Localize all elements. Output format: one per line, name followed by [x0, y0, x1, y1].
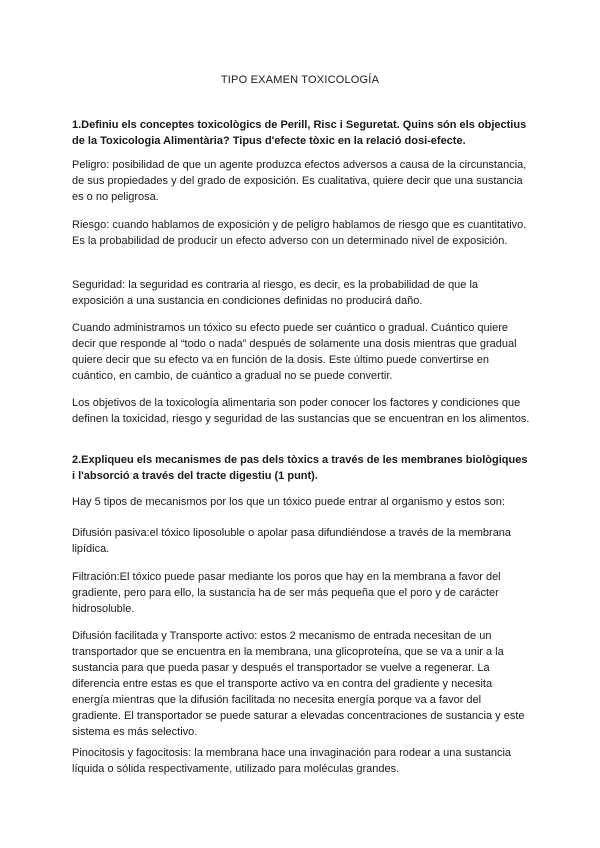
- paragraph-difusion-facilitada: Difusión facilitada y Transporte activo: estos 2 mecanismo de entrada necesitan de un transportador que se encuentra en la membrana, una glicoproteína, que se va a unir a la sustancia para que pueda pasar y después el transportador se vuelve a regenerar. La diferencia entre estas es que el transporte activo va en contra del gradiente y necesita energía mientras que la difusión facilitada no necesita energía porque va a favor del gradiente. El transportador se puede saturar a elevadas concentraciones de sustancia y este sistema es más selectivo.: [72, 630, 525, 738]
- question-2: 2.Expliqueu els mecanismes de pas dels tòxics a través de les membranes biològiques i l'absorció a través del tracte digestiu (1 punt).: [72, 454, 528, 482]
- paragraph-intro-mecanismos: Hay 5 tipos de mecanismos por los que un tóxico puede entrar al organismo y estos son:: [72, 496, 505, 508]
- paragraph-riesgo: Riesgo: cuando hablamos de exposición y de peligro hablamos de riesgo que es cuantitativo. Es la probabilidad de producir un efecto adverso con un determinado nivel de exposición.: [72, 219, 527, 247]
- paragraph-difusion-pasiva: Difusión pasiva:el tóxico liposoluble o apolar pasa difundiéndose a través de la membrana lipídica.: [72, 527, 512, 555]
- paragraph-seguridad: Seguridad: la seguridad es contraria al riesgo, es decir, es la probabilidad de que la exposición a una sustancia en condiciones definidas no producirá daño.: [72, 279, 479, 307]
- paragraph-efecto-cuantico-gradual: Cuando administramos un tóxico su efecto puede ser cuántico o gradual. Cuántico quiere decir que responde al “todo o nada” después de solamente una dosis mientras que gradual quiere decir que su efecto va en función de la dosis. Este último puede convertirse en cuántico, en cambio, de cuántico a gradual no se puede convertir.: [72, 322, 517, 382]
- document-title: TIPO EXAMEN TOXICOLOGÍA: [220, 74, 380, 86]
- paragraph-filtracion: Filtración:El tóxico puede pasar mediante los poros que hay en la membrana a favor del gradiente, pero para ello, la sustancia ha de ser más pequeña que el poro y de carácter hidrosoluble.: [72, 571, 501, 615]
- paragraph-objetivos: Los objetivos de la toxicología alimentaria son poder conocer los factores y condiciones que definen la toxicidad, riesgo y seguridad de las sustancias que se encuentran en los alimentos.: [72, 397, 530, 425]
- paragraph-peligro: Peligro: posibilidad de que un agente produzca efectos adversos a causa de la circunstancia, de sus propiedades y del grado de exposición. Es cualitativa, quiere decir que una sustancia es o no peligrosa.: [72, 159, 527, 203]
- paragraph-pinocitosis: Pinocitosis y fagocitosis: la membrana hace una invaginación para rodear a una sustancia líquida o sólida respectivamente, utilizado para moléculas grandes.: [72, 747, 512, 775]
- question-1: 1.Definiu els conceptes toxicològics de Perill, Risc i Seguretat. Quins són els objectius de la Toxicologia Alimentària? Tipus d'efecte tòxic en la relació dosi-efecte.: [72, 119, 527, 147]
